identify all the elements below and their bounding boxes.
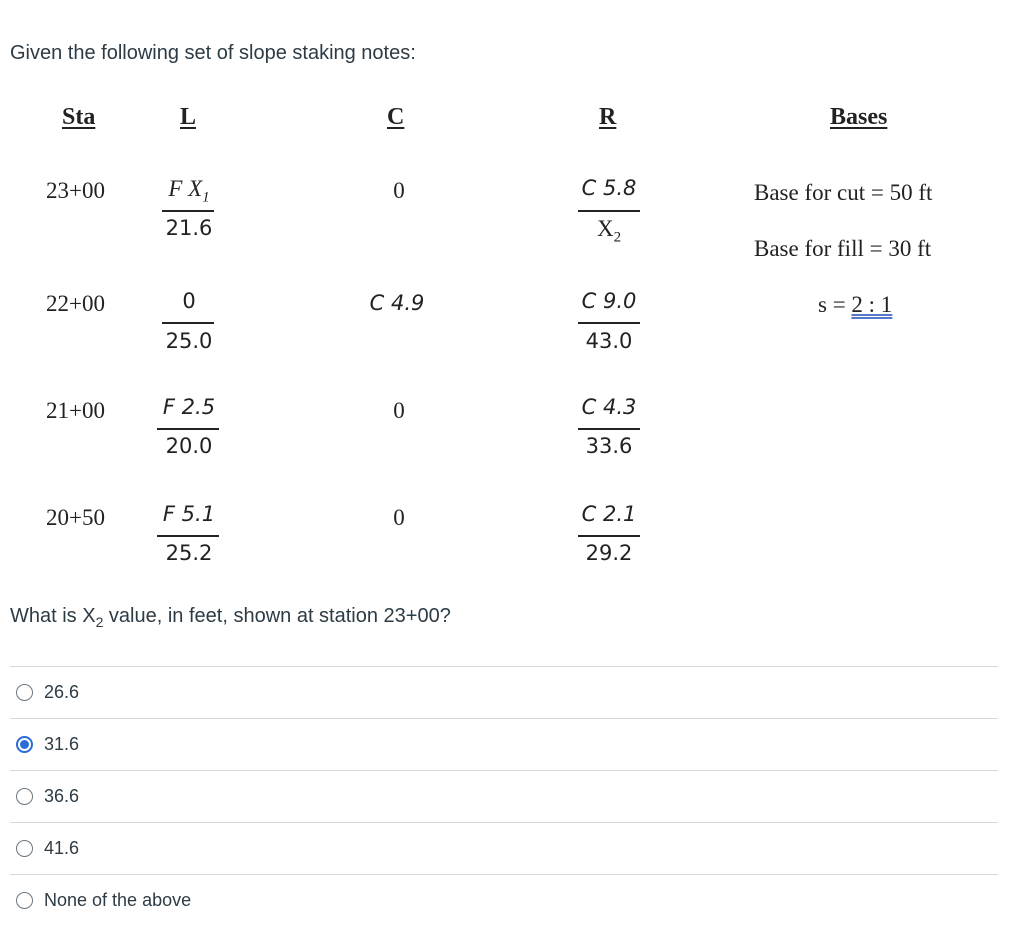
base-cut: Base for cut = 50 ft: [754, 180, 933, 205]
fraction-bar: [578, 210, 640, 212]
fraction-bar: [578, 428, 640, 430]
left-top: 0: [182, 289, 196, 313]
station-label: 23+00: [46, 178, 105, 203]
left-bottom: 21.6: [165, 216, 213, 240]
right-bottom: 43.0: [585, 329, 633, 353]
center-value: C 4.9: [369, 291, 425, 315]
choice-26-6[interactable]: [10, 666, 998, 718]
intro-text: Given the following set of slope staking notes:: [10, 42, 416, 64]
choice-label: 36.6: [44, 786, 80, 806]
base-fill: Base for fill = 30 ft: [754, 236, 932, 261]
header-sta: Sta: [62, 104, 96, 130]
choice-label: 31.6: [44, 734, 80, 754]
left-top: F 5.1: [162, 502, 216, 526]
fraction-bar: [157, 428, 219, 430]
right-top: C 9.0: [581, 289, 637, 313]
station-label: 22+00: [46, 291, 105, 316]
right-top: C 2.1: [581, 502, 637, 526]
center-value: 0: [393, 178, 405, 203]
slope-ratio: s = 2 : 1: [818, 292, 893, 317]
left-top: F $X_1$: [168, 176, 210, 206]
station-label: 21+00: [46, 398, 105, 423]
header-l: L: [180, 104, 197, 130]
choice-36-6[interactable]: [10, 770, 998, 822]
question-text: What is $X_2$ value, in feet, shown at station 23+00?: [10, 605, 451, 630]
left-bottom: 25.0: [165, 329, 213, 353]
station-label: 20+50: [46, 505, 105, 530]
left-bottom: 25.2: [165, 541, 213, 565]
fraction-bar: [162, 210, 214, 212]
header-c: C: [387, 104, 405, 130]
left-top: F 2.5: [162, 395, 216, 419]
center-value: 0: [393, 505, 405, 530]
radio-button[interactable]: [16, 840, 33, 857]
right-bottom: 29.2: [585, 541, 633, 565]
choice-label: 26.6: [44, 682, 80, 702]
choice-none[interactable]: [10, 874, 998, 926]
fraction-bar: [578, 535, 640, 537]
fraction-bar: [157, 535, 219, 537]
radio-button[interactable]: [16, 684, 33, 701]
center-value: 0: [393, 398, 405, 423]
radio-button[interactable]: [16, 892, 33, 909]
radio-button[interactable]: [16, 788, 33, 805]
choice-41-6[interactable]: [10, 822, 998, 874]
right-top: C 5.8: [581, 176, 637, 200]
answer-choices: [10, 666, 998, 926]
fraction-bar: [578, 322, 640, 324]
right-bottom: $X_2$: [596, 216, 622, 246]
choice-31-6[interactable]: [10, 718, 998, 770]
header-bases: Bases: [830, 104, 888, 130]
right-top: C 4.3: [581, 395, 637, 419]
fraction-bar: [162, 322, 214, 324]
right-bottom: 33.6: [585, 434, 633, 458]
radio-button-selected[interactable]: [16, 736, 33, 753]
choice-label: 41.6: [44, 838, 80, 858]
header-r: R: [599, 104, 617, 130]
left-bottom: 20.0: [165, 434, 213, 458]
choice-label: None of the above: [44, 890, 192, 910]
